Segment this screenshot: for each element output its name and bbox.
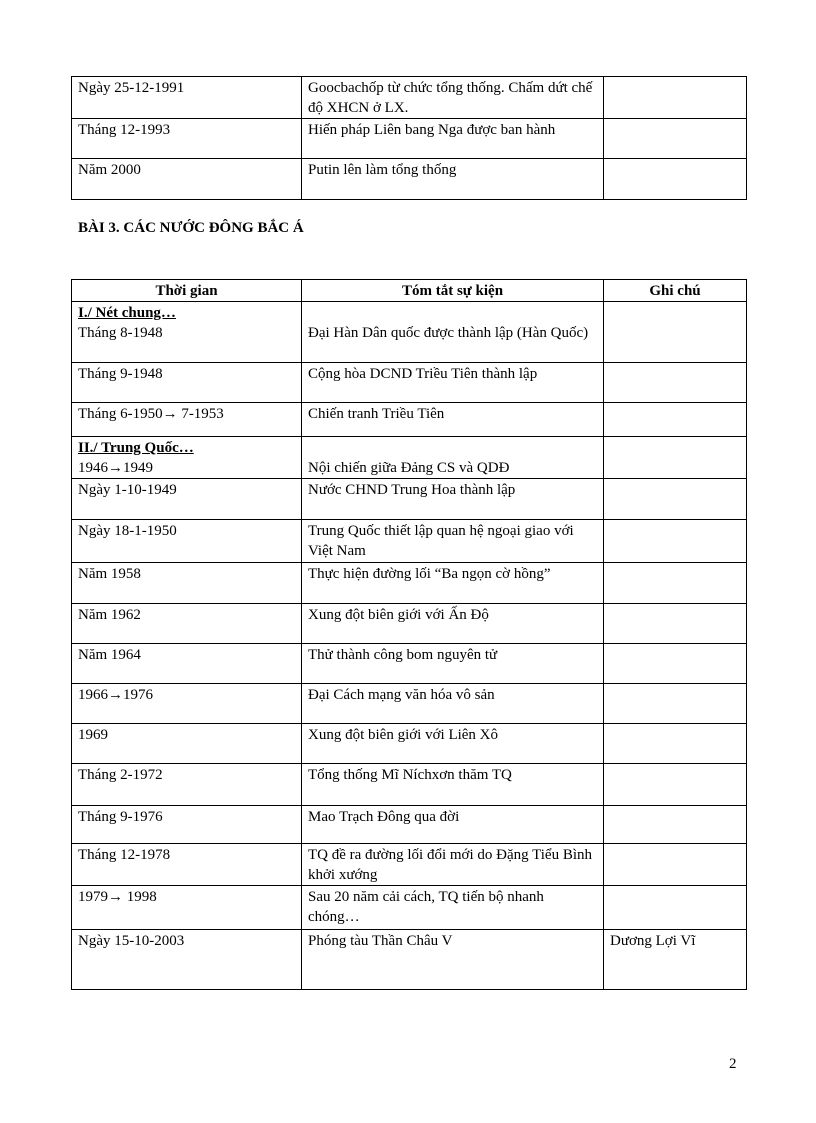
- table-row: [72, 159, 747, 200]
- event-cell: Goocbachốp từ chức tổng thống. Chấm dứt chế độ XHCN ở LX.: [302, 77, 604, 119]
- event-cell: [302, 437, 604, 479]
- note-cell: [604, 520, 747, 563]
- table-row: [72, 77, 747, 119]
- time-cell: 1979→ 1998: [72, 886, 302, 930]
- note-cell: [604, 644, 747, 684]
- event-cell: Phóng tàu Thần Châu V: [302, 930, 604, 990]
- time-text: Tháng 8-1948: [78, 325, 163, 341]
- event-cell: Xung đột biên giới với Ấn Độ: [302, 604, 604, 644]
- section-heading: II./ Trung Quốc…: [78, 440, 194, 456]
- table-row: [72, 363, 747, 403]
- table-row: [72, 563, 747, 604]
- event-text: Nội chiến giữa Đảng CS và QDĐ: [308, 460, 510, 476]
- table-row: [72, 479, 747, 520]
- table-row: [72, 437, 747, 479]
- event-cell: Nước CHND Trung Hoa thành lập: [302, 479, 604, 520]
- note-cell: [604, 844, 747, 886]
- time-cell: Tháng 2-1972: [72, 764, 302, 806]
- note-cell: [604, 563, 747, 604]
- event-cell: Xung đột biên giới với Liên Xô: [302, 724, 604, 764]
- header-note: Ghi chú: [604, 280, 747, 302]
- time-cell: Tháng 6-1950→ 7-1953: [72, 403, 302, 437]
- section-title: BÀI 3. CÁC NƯỚC ĐÔNG BẮC Á: [78, 220, 304, 236]
- note-cell: [604, 159, 747, 200]
- time-cell: [72, 302, 302, 363]
- time-cell: Ngày 1-10-1949: [72, 479, 302, 520]
- table-row: [72, 806, 747, 844]
- note-cell: [604, 764, 747, 806]
- event-cell: Mao Trạch Đông qua đời: [302, 806, 604, 844]
- table-row: [72, 684, 747, 724]
- table-row: [72, 886, 747, 930]
- note-cell: [604, 806, 747, 844]
- table-row: [72, 844, 747, 886]
- note-cell: Dương Lợi Vĩ: [604, 930, 747, 990]
- event-cell: TQ đề ra đường lối đổi mới do Đặng Tiểu Bình khởi xướng: [302, 844, 604, 886]
- event-cell: Trung Quốc thiết lập quan hệ ngoại giao với Việt Nam: [302, 520, 604, 563]
- event-cell: Cộng hòa DCND Triều Tiên thành lập: [302, 363, 604, 403]
- table-row: [72, 119, 747, 159]
- table-row: [72, 302, 747, 363]
- time-cell: Tháng 12-1993: [72, 119, 302, 159]
- time-cell: Ngày 15-10-2003: [72, 930, 302, 990]
- time-cell: Năm 1958: [72, 563, 302, 604]
- time-cell: 1969: [72, 724, 302, 764]
- table-row: [72, 764, 747, 806]
- time-cell: Tháng 9-1948: [72, 363, 302, 403]
- header-event: Tóm tắt sự kiện: [302, 280, 604, 302]
- note-cell: [604, 302, 747, 363]
- event-cell: Hiến pháp Liên bang Nga được ban hành: [302, 119, 604, 159]
- note-cell: [604, 119, 747, 159]
- time-text: 1946→1949: [78, 460, 153, 476]
- note-cell: [604, 437, 747, 479]
- event-cell: Thử thành công bom nguyên tử: [302, 644, 604, 684]
- time-cell: Tháng 9-1976: [72, 806, 302, 844]
- time-cell: Ngày 18-1-1950: [72, 520, 302, 563]
- table-row: [72, 644, 747, 684]
- header-time: Thời gian: [72, 280, 302, 302]
- event-cell: Đại Cách mạng văn hóa vô sản: [302, 684, 604, 724]
- event-text: Đại Hàn Dân quốc được thành lập (Hàn Quốc): [308, 325, 589, 341]
- time-cell: Năm 2000: [72, 159, 302, 200]
- event-cell: [302, 302, 604, 363]
- time-cell: Năm 1962: [72, 604, 302, 644]
- table-row: [72, 930, 747, 990]
- note-cell: [604, 604, 747, 644]
- event-cell: Chiến tranh Triều Tiên: [302, 403, 604, 437]
- time-cell: Ngày 25-12-1991: [72, 77, 302, 119]
- note-cell: [604, 684, 747, 724]
- note-cell: [604, 363, 747, 403]
- note-cell: [604, 886, 747, 930]
- time-cell: Tháng 12-1978: [72, 844, 302, 886]
- event-cell: Tổng thống Mĩ Níchxơn thăm TQ: [302, 764, 604, 806]
- event-cell: Sau 20 năm cải cách, TQ tiến bộ nhanh chóng…: [302, 886, 604, 930]
- note-cell: [604, 77, 747, 119]
- event-cell: Putin lên làm tổng thống: [302, 159, 604, 200]
- time-cell: Năm 1964: [72, 644, 302, 684]
- event-cell: Thực hiện đường lối “Ba ngọn cờ hồng”: [302, 563, 604, 604]
- page-number: 2: [729, 1056, 737, 1072]
- note-cell: [604, 724, 747, 764]
- time-cell: [72, 437, 302, 479]
- time-cell: 1966→1976: [72, 684, 302, 724]
- table-row: [72, 604, 747, 644]
- table-row: [72, 403, 747, 437]
- events-table-continued: [71, 76, 747, 200]
- note-cell: [604, 479, 747, 520]
- events-table: [71, 279, 747, 990]
- header-row: [72, 280, 747, 302]
- note-cell: [604, 403, 747, 437]
- section-heading: I./ Nét chung…: [78, 305, 176, 321]
- table-row: [72, 520, 747, 563]
- table-row: [72, 724, 747, 764]
